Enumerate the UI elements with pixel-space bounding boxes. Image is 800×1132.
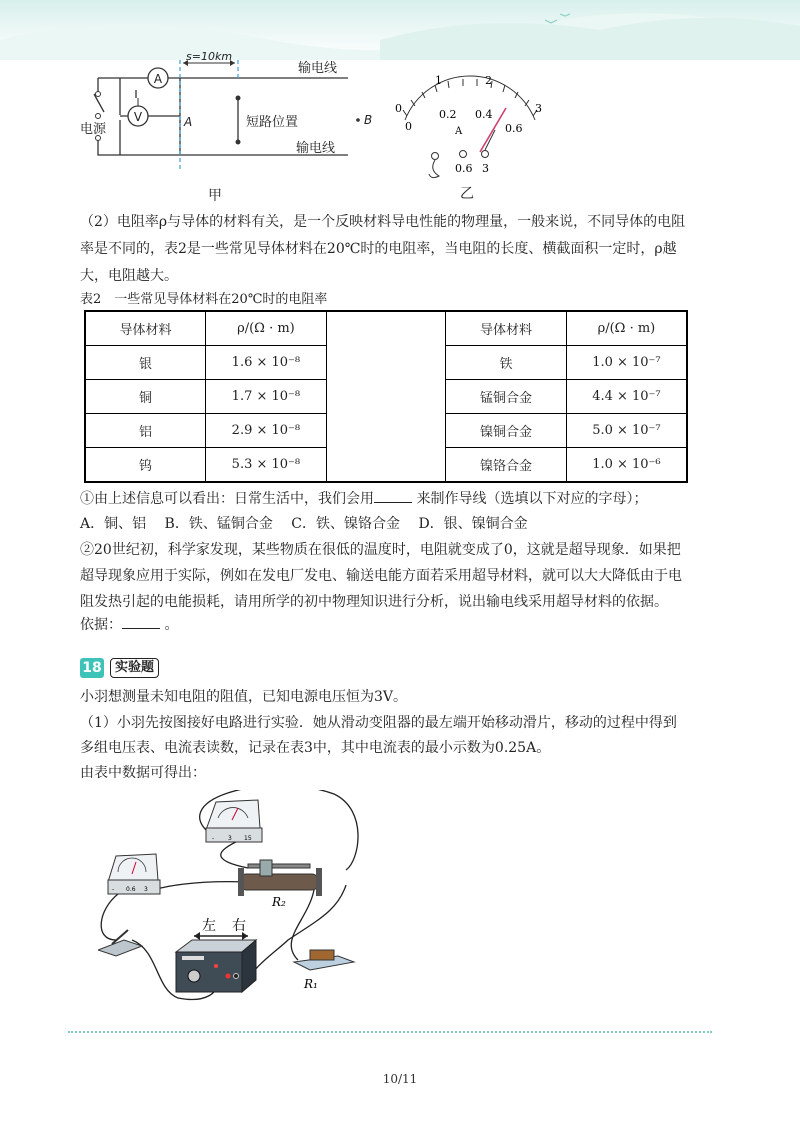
- svg-text:-: -: [112, 886, 115, 893]
- rheostat-icon: [238, 860, 322, 909]
- table-spacer: [326, 311, 446, 482]
- svg-text:0.6: 0.6: [126, 886, 136, 893]
- svg-text:3: 3: [535, 102, 542, 115]
- svg-text:V: V: [133, 110, 143, 124]
- cell-rho: 5.0 × 10⁻⁷: [566, 414, 687, 448]
- q2-basis-line: [80, 614, 178, 634]
- header-material-left: 导体材料: [85, 311, 206, 346]
- header-rho-left: ρ/(Ω · m): [206, 311, 327, 346]
- svg-text:15: 15: [244, 835, 252, 842]
- svg-text:0: 0: [405, 120, 412, 133]
- cell-rho: 2.9 × 10⁻⁸: [206, 414, 327, 448]
- figure-jia-caption: 甲: [208, 188, 222, 204]
- svg-text:A: A: [455, 126, 463, 137]
- cell-rho: 4.4 × 10⁻⁷: [566, 380, 687, 414]
- cell-material: 锰铜合金: [446, 380, 567, 414]
- voltmeter-icon: [120, 78, 180, 155]
- question-type-tag: 实验题: [110, 658, 159, 678]
- page-number: 10/11: [382, 1072, 418, 1086]
- q2-line3: 阻发热引起的电能损耗，请用所学的初中物理知识进行分析，说出输电线采用超导材料的依据。: [80, 594, 668, 610]
- svg-text:0.4: 0.4: [475, 108, 493, 121]
- power-supply-icon: [176, 940, 256, 992]
- cell-material: 钨: [85, 448, 206, 483]
- svg-text:3: 3: [144, 886, 148, 893]
- q1-line: [80, 488, 647, 508]
- cell-rho: 1.7 × 10⁻⁸: [206, 380, 327, 414]
- source-label: 电源: [80, 122, 107, 137]
- svg-text:3: 3: [482, 162, 489, 175]
- cell-material: 铝: [85, 414, 206, 448]
- footer-divider: [68, 1031, 712, 1033]
- cell-material: 银: [85, 346, 206, 380]
- svg-text:0.2: 0.2: [439, 108, 457, 121]
- ammeter-icon: [148, 68, 168, 88]
- basis-suffix: 。: [164, 617, 179, 633]
- q2-line1: ②20世纪初，科学家发现，某些物质在很低的温度时，电阻就变成了0，这就是超导现象．如果把: [80, 542, 681, 558]
- q1-suffix: 来制作导线（选填以下对应的字母）；: [416, 491, 648, 507]
- figure-yi-caption: 乙: [460, 186, 474, 202]
- header-material-right: 导体材料: [446, 311, 567, 346]
- q18-p1-line3: 由表中数据可得出：: [80, 765, 206, 781]
- figure-jia-circuit: [78, 50, 378, 200]
- svg-text:-: -: [212, 835, 215, 842]
- short-label: 短路位置: [246, 115, 299, 130]
- cell-material: 镍铜合金: [446, 414, 567, 448]
- figure-lab-apparatus: [98, 790, 368, 1015]
- q1-answer-blank[interactable]: [374, 502, 412, 503]
- svg-text:1: 1: [435, 74, 442, 87]
- q1-options: A．铜、铝 B．铁、锰铜合金 C．铁、镍铬合金 D．银、镍铜合金: [80, 516, 528, 532]
- header-rho-right: ρ/(Ω · m): [566, 311, 687, 346]
- right-label: 右: [232, 918, 246, 934]
- basis-prefix: 依据：: [80, 617, 122, 633]
- resistor-r1-icon: [294, 950, 354, 991]
- svg-text:0: 0: [395, 102, 402, 115]
- svg-text:R₁: R₁: [304, 977, 318, 991]
- cell-rho: 1.0 × 10⁻⁷: [566, 346, 687, 380]
- distance-label: s=10km: [186, 50, 233, 63]
- part2-line2: 率是不同的，表2是一些常见导体材料在20℃时的电阻率，当电阻的长度、横截面积一定时，ρ越: [80, 241, 677, 257]
- left-label: 左: [202, 918, 216, 934]
- cell-rho: 1.0 × 10⁻⁶: [566, 448, 687, 483]
- table-caption: 表2 一些常见导体材料在20℃时的电阻率: [80, 292, 328, 307]
- svg-text:R₂: R₂: [272, 895, 286, 909]
- ammeter-icon: [108, 854, 160, 894]
- q18-p1-line2: 多组电压表、电流表读数，记录在表3中，其中电流表的最小示数为0.25A。: [80, 740, 551, 756]
- point-b-label: B: [364, 113, 373, 127]
- line-bottom-label: 输电线: [296, 141, 336, 156]
- cell-material: 镍铬合金: [446, 448, 567, 483]
- switch-icon: [98, 930, 142, 956]
- q18-intro: 小羽想测量未知电阻的阻值，已知电源电压恒为3V。: [80, 689, 408, 705]
- svg-text:3: 3: [228, 835, 232, 842]
- resistivity-table: [84, 310, 688, 483]
- q2-answer-blank[interactable]: [122, 628, 160, 629]
- line-top-label: 输电线: [298, 61, 338, 76]
- part2-line1: （2）电阻率ρ与导体的材料有关，是一个反映材料导电性能的物理量，一般来说，不同导体的电阻: [80, 214, 686, 230]
- q2-line2: 超导现象应用于实际，例如在发电厂发电、输送电能方面若采用超导材料，就可以大大降低由于电: [80, 568, 682, 584]
- cell-rho: 5.3 × 10⁻⁸: [206, 448, 327, 483]
- q18-p1-line1: （1）小羽先按图接好电路进行实验．她从滑动变阻器的最左端开始移动滑片，移动的过程中得到: [80, 715, 677, 731]
- q1-prefix: ①由上述信息可以看出：日常生活中，我们会用: [80, 491, 374, 507]
- cell-material: 铜: [85, 380, 206, 414]
- point-a-label: A: [184, 115, 193, 129]
- table-header-row: [85, 311, 687, 346]
- figure-yi-ammeter-dial: [385, 70, 555, 180]
- part2-line3: 大，电阻越大。: [80, 268, 178, 284]
- cell-material: 铁: [446, 346, 567, 380]
- svg-text:2: 2: [485, 74, 492, 87]
- svg-text:A: A: [153, 72, 163, 86]
- svg-text:0.6: 0.6: [455, 162, 473, 175]
- voltmeter-icon: [206, 800, 262, 842]
- cell-rho: 1.6 × 10⁻⁸: [206, 346, 327, 380]
- svg-text:0.6: 0.6: [505, 122, 523, 135]
- question-number-badge: 18: [80, 658, 104, 678]
